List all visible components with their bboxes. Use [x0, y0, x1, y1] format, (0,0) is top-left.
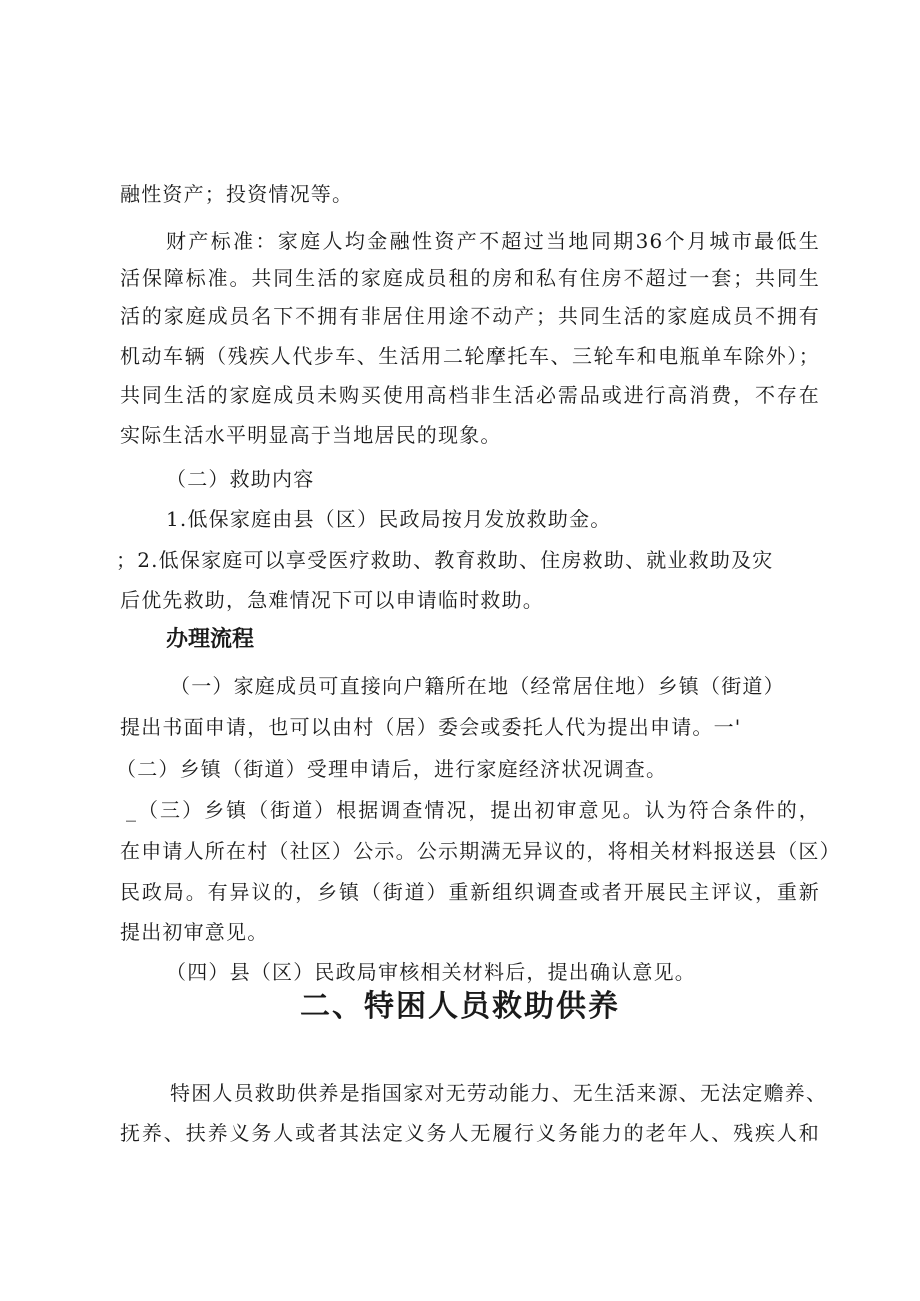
section-two-heading: 二、特困人员救助供养 [300, 989, 620, 1024]
assistance-item-2-line: ；2.低保家庭可以享受医疗救助、教育救助、住房救助、就业救助及灾 [116, 548, 774, 572]
procedure-step-2: （二）乡镇（街道）受理申请后，进行家庭经济状况调查。 [116, 757, 668, 781]
property-paragraph-line: 共同生活的家庭成员未购买使用高档非生活必需品或进行高消费，不存在 [120, 383, 820, 407]
property-paragraph-line: 活保障标准。共同生活的家庭成员租的房和私有住房不超过一套；共同生 [120, 266, 820, 290]
procedure-step-3-line: 民政局。有异议的，乡镇（街道）重新组织调查或者开展民主评议，重新 [120, 880, 820, 904]
procedure-step-1-line: 提出书面申请，也可以由村（居）委会或委托人代为提出申请。一' [120, 715, 742, 739]
procedure-step-1-line: （一）家庭成员可直接向户籍所在地（经常居住地）乡镇（街道） [170, 674, 785, 698]
procedure-step-3-line: 提出初审意见。 [120, 920, 269, 944]
section-two-intro-line: 抚养、扶养义务人或者其法定义务人无履行义务能力的老年人、残疾人和 [120, 1121, 820, 1145]
property-paragraph-line: 活的家庭成员名下不拥有非居住用途不动产；共同生活的家庭成员不拥有 [120, 304, 820, 328]
procedure-step-4: （四）县（区）民政局审核相关材料后，提出确认意见。 [166, 960, 696, 984]
section-two-intro-line: 特困人员救助供养是指国家对无劳动能力、无生活来源、无法定赡养、 [170, 1081, 828, 1105]
property-paragraph-line: 财产标准：家庭人均金融性资产不超过当地同期36个月城市最低生 [166, 229, 820, 253]
procedure-heading: 办理流程 [166, 627, 255, 652]
property-paragraph-line: 机动车辆（残疾人代步车、生活用二轮摩托车、三轮车和电瓶单车除外）； [120, 344, 820, 368]
income-paragraph-tail: 融性资产；投资情况等。 [120, 182, 354, 206]
assistance-item-1: 1.低保家庭由县（区）民政局按月发放救助金。 [166, 507, 612, 531]
procedure-step-3-line: _（三）乡镇（街道）根据调查情况，提出初审意见。认为符合条件的， [126, 798, 820, 822]
assistance-item-2-line: 后优先救助，急难情况下可以申请临时救助。 [120, 588, 544, 612]
procedure-step-3-line: 在申请人所在村（社区）公示。公示期满无异议的，将相关材料报送县（区） [120, 839, 841, 863]
assistance-section-title: （二）救助内容 [166, 467, 315, 491]
property-paragraph-line: 实际生活水平明显高于当地居民的现象。 [120, 423, 502, 447]
